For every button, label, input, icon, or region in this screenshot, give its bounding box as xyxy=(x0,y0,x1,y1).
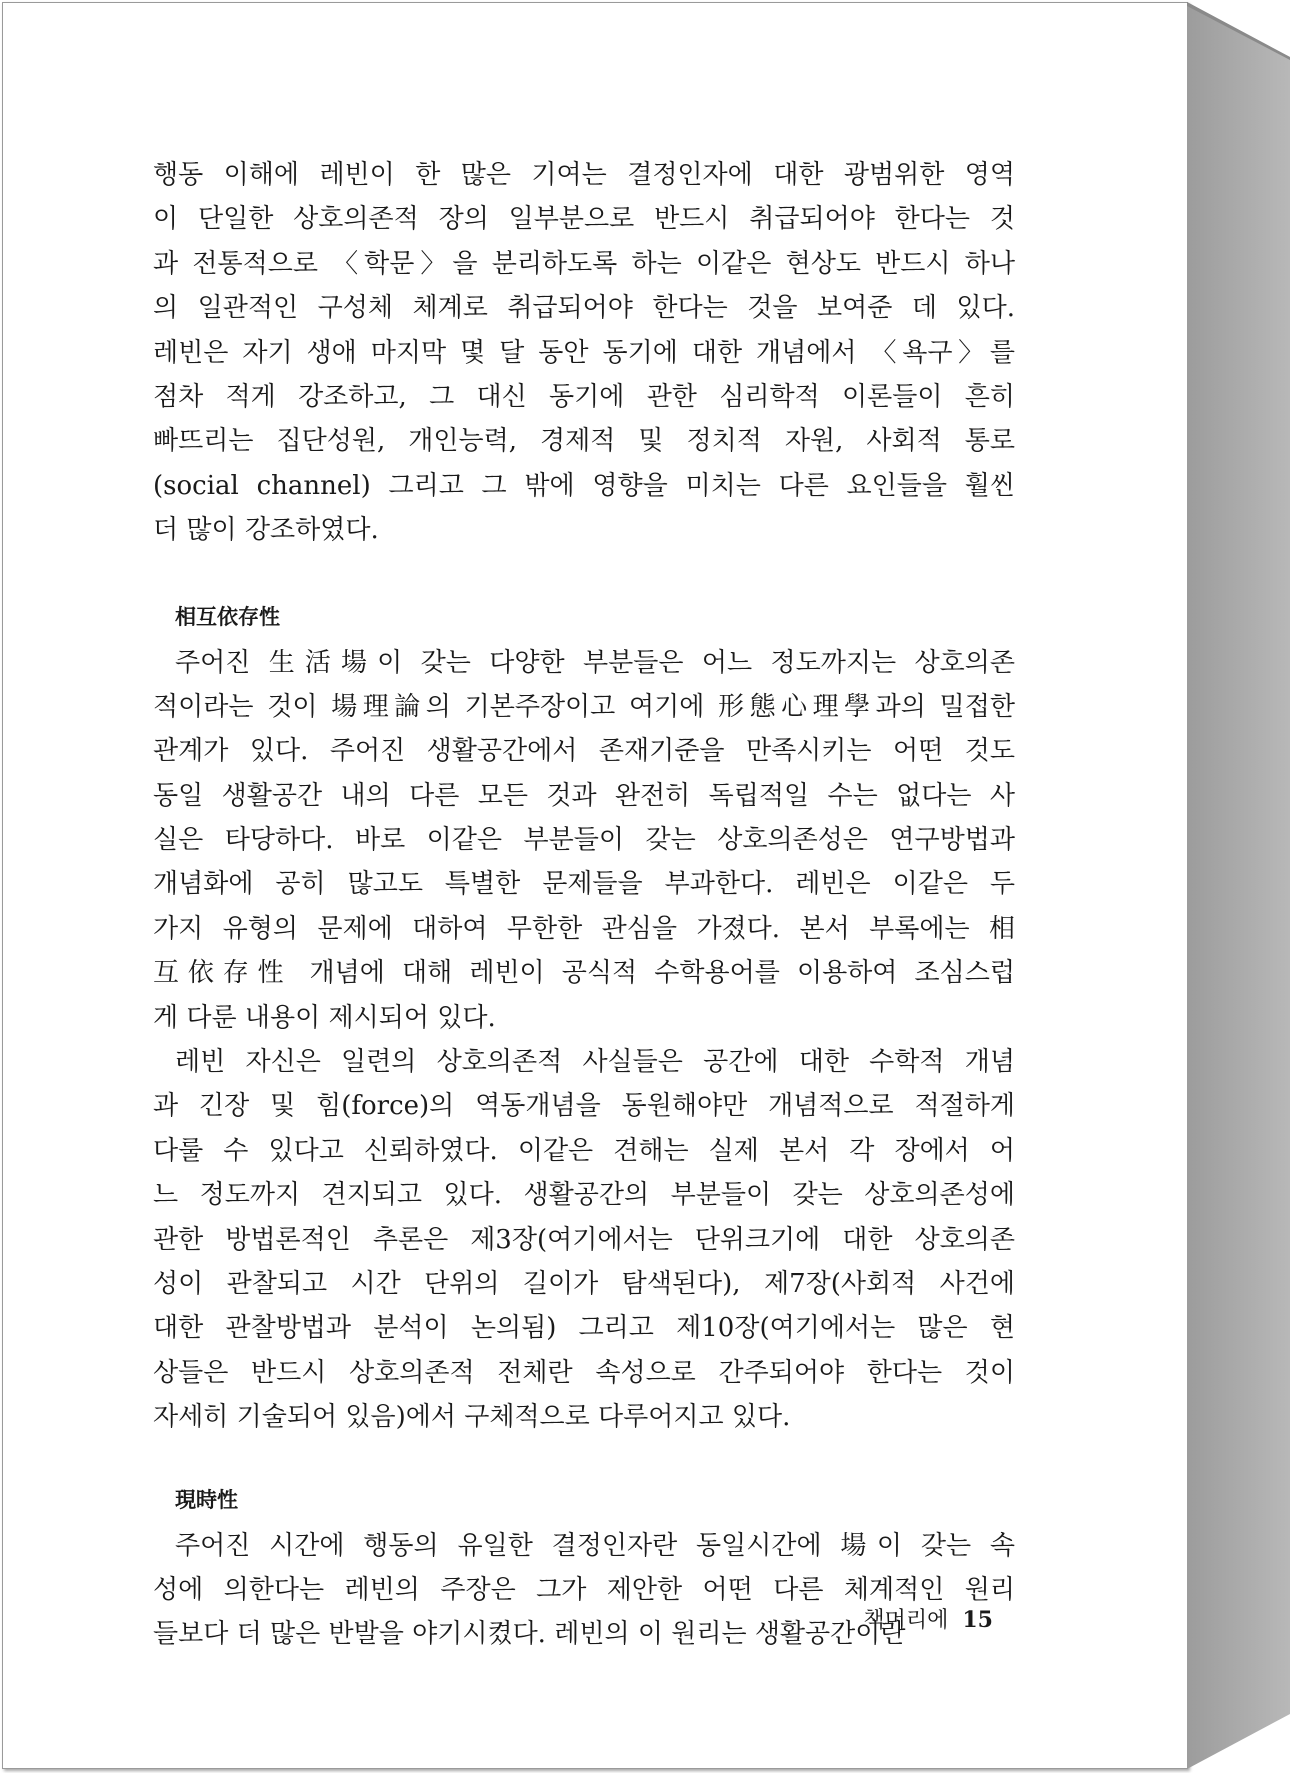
text-line: 互依存性 개념에 대해 레빈이 공식적 수학용어를 이용하여 조심스럽 xyxy=(153,958,1015,989)
paragraph-3 xyxy=(153,1040,1015,1440)
text-line: 관한 방법론적인 추론은 제3장(여기에서는 단위크기에 대한 상호의존 xyxy=(153,1224,1015,1255)
text-line: 개념화에 공히 많고도 특별한 문제들을 부과한다. 레빈은 이같은 두 xyxy=(153,869,1015,900)
paragraph-2 xyxy=(153,641,1015,1041)
text-line: (social channel) 그리고 그 밖에 영향을 미치는 다른 요인들을 훨씬 xyxy=(153,470,1015,501)
text-line: 상들은 반드시 상호의존적 전체란 속성으로 간주되어야 한다는 것이 xyxy=(153,1357,1015,1388)
text-line: 자세히 기술되어 있음)에서 구체적으로 다루어지고 있다. xyxy=(153,1402,791,1433)
text-line: 들보다 더 많은 반발을 야기시켰다. 레빈의 이 원리는 생활공간이란 xyxy=(153,1619,906,1650)
text-line: 과 전통적으로 〈학문〉을 분리하도록 하는 이같은 현상도 반드시 하나 xyxy=(153,248,1015,279)
text-line: 이 단일한 상호의존적 장의 일부분으로 반드시 취급되어야 한다는 것 xyxy=(153,204,1015,235)
text-line: 레빈 자신은 일련의 상호의존적 사실들은 공간에 대한 수학적 개념 xyxy=(175,1047,1015,1078)
text-line: 적이라는 것이 場理論의 기본주장이고 여기에 形態心理學과의 밀접한 xyxy=(153,691,1015,722)
text-line: 점차 적게 강조하고, 그 대신 동기에 관한 심리학적 이론들이 흔히 xyxy=(153,381,1015,412)
section-heading-contemporaneity: 現時性 xyxy=(175,1487,238,1512)
text-line: 성에 의한다는 레빈의 주장은 그가 제안한 어떤 다른 체계적인 원리 xyxy=(153,1574,1015,1605)
text-line: 성이 관찰되고 시간 단위의 길이가 탐색된다), 제7장(사회적 사건에 xyxy=(153,1268,1015,1299)
text-line: 대한 관찰방법과 분석이 논의됨) 그리고 제10장(여기에서는 많은 현 xyxy=(153,1313,1015,1344)
book-page xyxy=(2,2,1188,1769)
text-line: 동일 생활공간 내의 다른 모든 것과 완전히 독립적일 수는 없다는 사 xyxy=(153,780,1015,811)
text-line: 주어진 生活場이 갖는 다양한 부분들은 어느 정도까지는 상호의존 xyxy=(175,647,1015,678)
running-title: 책머리에 xyxy=(863,1608,949,1633)
text-line: 빠뜨리는 집단성원, 개인능력, 경제적 및 정치적 자원, 사회적 통로 xyxy=(153,426,1015,457)
text-line: 관계가 있다. 주어진 생활공간에서 존재기준을 만족시키는 어떤 것도 xyxy=(153,736,1015,767)
text-line: 가지 유형의 문제에 대하여 무한한 관심을 가졌다. 본서 부록에는 相 xyxy=(153,913,1015,944)
paragraph-4 xyxy=(153,1524,1015,1657)
text-line: 느 정도까지 견지되고 있다. 생활공간의 부분들이 갖는 상호의존성에 xyxy=(153,1180,1015,1211)
text-line: 다룰 수 있다고 신뢰하였다. 이같은 견해는 실제 본서 각 장에서 어 xyxy=(153,1135,1015,1166)
book-spine-edge xyxy=(1187,2,1290,1769)
text-line: 주어진 시간에 행동의 유일한 결정인자란 동일시간에 場이 갖는 속 xyxy=(175,1530,1015,1561)
page-footer xyxy=(153,1603,993,1634)
text-line: 과 긴장 및 힘(force)의 역동개념을 동원해야만 개념적으로 적절하게 xyxy=(153,1091,1015,1122)
page-number: 15 xyxy=(962,1607,993,1633)
text-line: 게 다룬 내용이 제시되어 있다. xyxy=(153,1002,496,1033)
page-body xyxy=(153,153,1015,1657)
text-line: 행동 이해에 레빈이 한 많은 기여는 결정인자에 대한 광범위한 영역 xyxy=(153,160,1015,190)
text-line: 더 많이 강조하였다. xyxy=(153,515,379,546)
text-line: 실은 타당하다. 바로 이같은 부분들이 갖는 상호의존성은 연구방법과 xyxy=(153,825,1015,856)
text-line: 레빈은 자기 생애 마지막 몇 달 동안 동기에 대한 개념에서 〈욕구〉를 xyxy=(153,337,1015,368)
text-line: 의 일관적인 구성체 체계로 취급되어야 한다는 것을 보여준 데 있다. xyxy=(153,293,1015,324)
section-heading-interdependence: 相互依存性 xyxy=(175,604,280,629)
paragraph-1 xyxy=(153,153,1015,553)
